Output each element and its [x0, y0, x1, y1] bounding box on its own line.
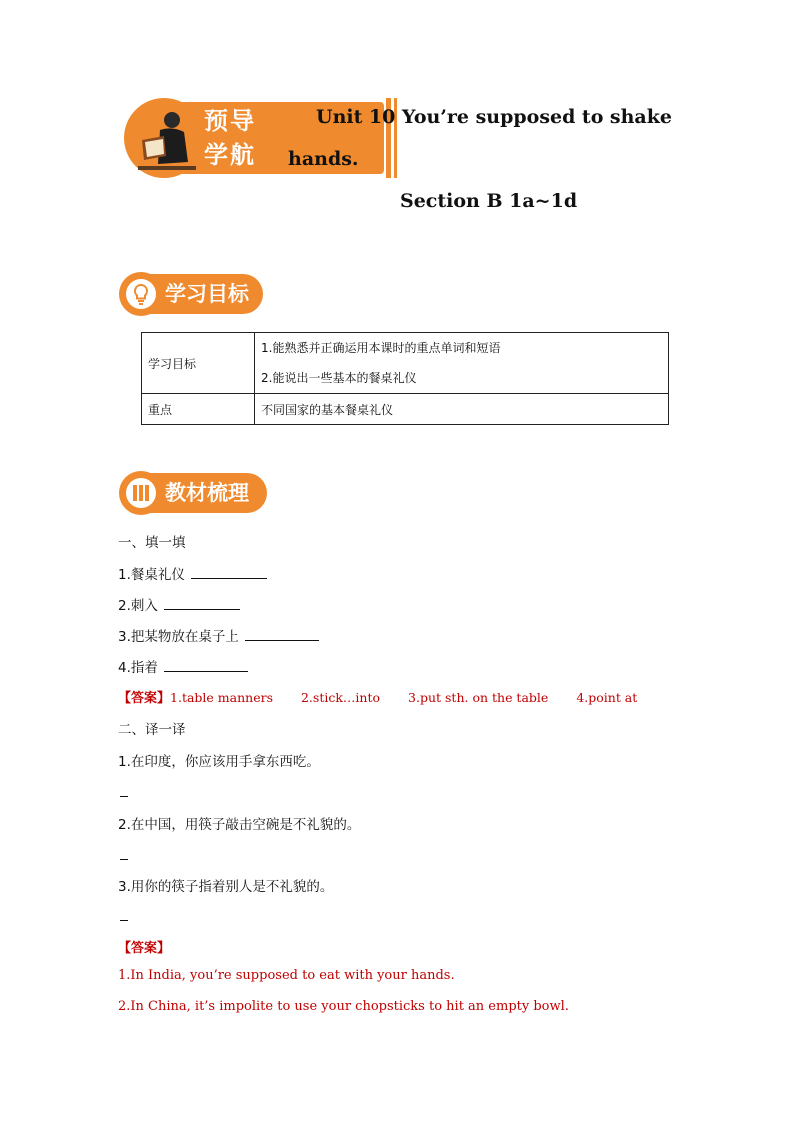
fill-answer-line: [118, 687, 665, 706]
reading-person-icon: [136, 106, 198, 174]
tag-label: 学习目标: [165, 282, 249, 306]
table-row: [142, 394, 669, 425]
unit-title-word: Unit: [316, 106, 363, 128]
banner-title-line: 预导: [204, 107, 256, 135]
answer-tag: 【答案】: [118, 941, 171, 956]
lightbulb-icon: [125, 278, 157, 310]
unit-title-word: to: [581, 106, 604, 128]
translate-answer: 1.In India, you’re supposed to eat with your hands.: [118, 968, 455, 983]
goals-section-tag: [119, 272, 269, 316]
table-cell-value: 不同国家的基本餐桌礼仪: [255, 394, 669, 425]
table-cell-value: [255, 333, 669, 394]
answer-line[interactable]: [120, 920, 128, 921]
translate-item: 2.在中国，用筷子敲击空碗是不礼貌的。: [118, 817, 361, 833]
answer-line[interactable]: [120, 859, 128, 860]
answer-item: 4.point at: [576, 690, 638, 705]
fill-heading: 一、填一填: [118, 535, 186, 551]
fill-item: [118, 563, 267, 583]
answer-tag: 【答案】: [118, 691, 171, 706]
fill-item-text: 4.指着: [118, 660, 158, 676]
table-cell-label: 学习目标: [142, 333, 255, 394]
fill-item-text: 2.刺入: [118, 598, 158, 614]
fill-item: [118, 594, 240, 614]
answer-line[interactable]: [120, 796, 128, 797]
translate-answer: 2.In China, it’s impolite to use your chopsticks to hit an empty bowl.: [118, 999, 569, 1014]
unit-title-word: 10: [368, 106, 396, 128]
material-section-tag: [119, 471, 269, 515]
unit-title-word: shake: [609, 106, 672, 128]
table-row: [142, 333, 669, 394]
answer-item: 2.stick…into: [300, 690, 381, 705]
translate-item: 1.在印度，你应该用手拿东西吃。: [118, 754, 320, 770]
fill-item: [118, 625, 319, 645]
answer-blank[interactable]: [164, 657, 248, 672]
translate-item: 3.用你的筷子指着别人是不礼貌的。: [118, 879, 334, 895]
translate-heading: 二、译一译: [118, 722, 186, 738]
unit-title-word: You’re: [401, 106, 470, 128]
section-subtitle: Section B 1a~1d: [400, 190, 578, 212]
section-banner: [124, 98, 274, 178]
banner-title: [204, 104, 264, 172]
answer-blank[interactable]: [245, 626, 319, 641]
table-cell-label: 重点: [142, 394, 255, 425]
unit-title-word: supposed: [475, 106, 576, 128]
books-icon: [125, 477, 157, 509]
answer-item: 1.table manners: [170, 690, 273, 705]
fill-item: [118, 656, 248, 676]
banner-title-line: 学航: [204, 141, 256, 169]
answer-blank[interactable]: [164, 595, 240, 610]
unit-title: [316, 106, 672, 128]
fill-item-text: 1.餐桌礼仪: [118, 567, 185, 583]
fill-item-text: 3.把某物放在桌子上: [118, 629, 239, 645]
answer-blank[interactable]: [191, 564, 267, 579]
tag-label: 教材梳理: [165, 481, 249, 505]
unit-title-continued: hands.: [288, 148, 359, 170]
goals-table: [141, 332, 669, 425]
goal-item: 2.能说出一些基本的餐桌礼仪: [261, 371, 417, 385]
answer-item: 3.put sth. on the table: [408, 690, 549, 705]
goal-item: 1.能熟悉并正确运用本课时的重点单词和短语: [261, 341, 501, 355]
